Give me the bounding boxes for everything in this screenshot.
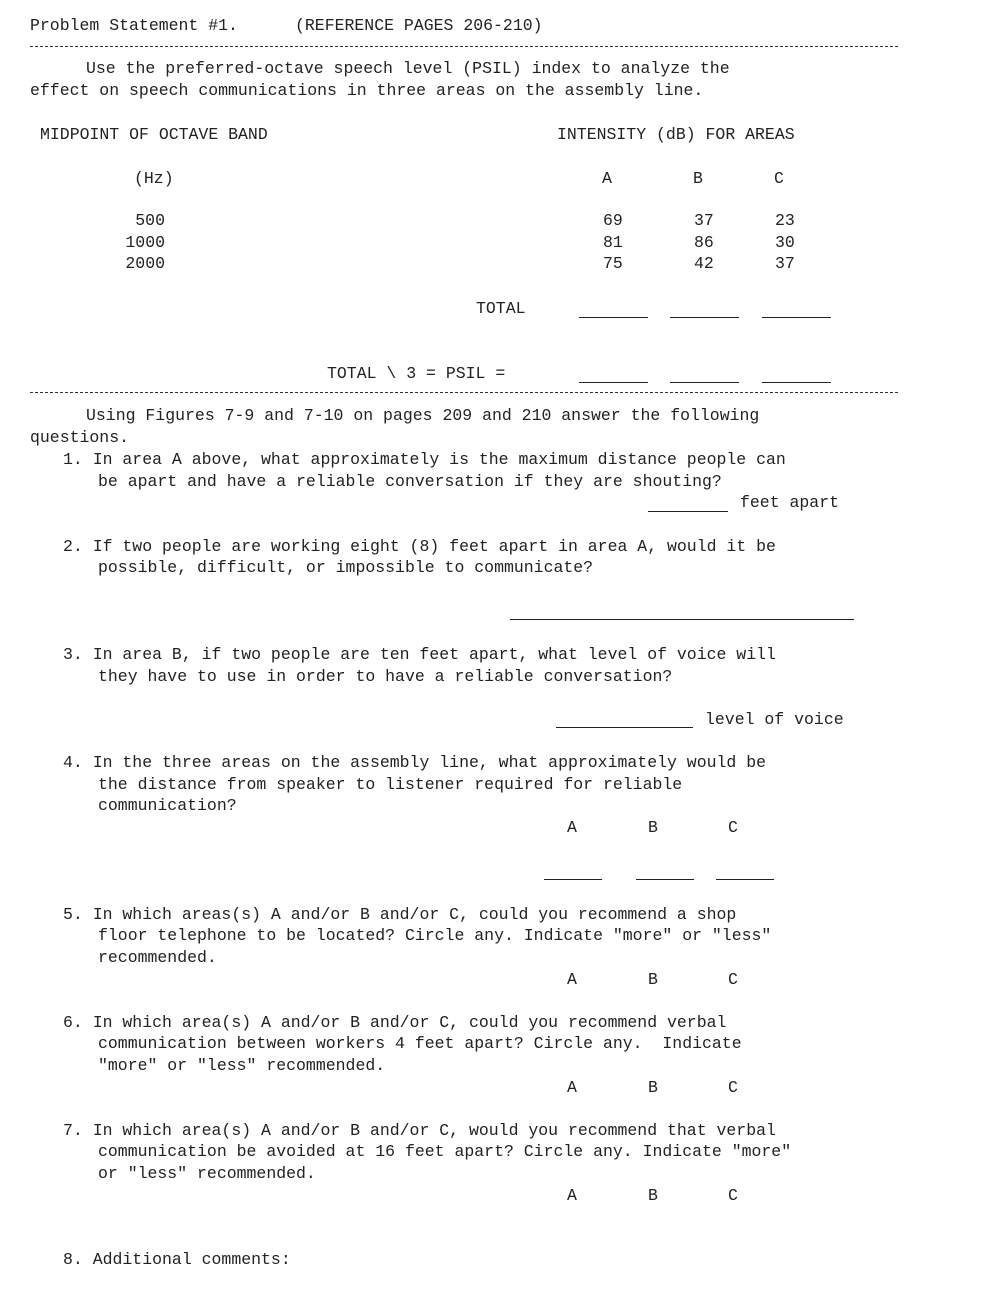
total-b-blank[interactable] (670, 317, 739, 318)
area-c-header: C (774, 169, 784, 188)
freq-2000: 2000 (125, 254, 165, 273)
q4-b-blank[interactable] (636, 879, 694, 880)
q5-choice-b[interactable]: B (648, 970, 658, 989)
q7-line-2: communication be avoided at 16 feet apart? Circle any. Indicate "more" (98, 1142, 792, 1161)
q6-line-3: "more" or "less" recommended. (98, 1056, 386, 1075)
total-label: TOTAL (476, 299, 526, 318)
intro-line-2: effect on speech communications in three areas on the assembly line. (30, 81, 704, 100)
q3-suffix: level of voice (705, 710, 844, 729)
freq-500: 500 (135, 211, 165, 230)
q2-answer-blank[interactable] (510, 619, 854, 620)
row-500-a: 69 (603, 211, 623, 230)
q6-choice-b[interactable]: B (648, 1078, 658, 1097)
q7-choice-a[interactable]: A (567, 1186, 577, 1205)
octave-band-header: MIDPOINT OF OCTAVE BAND (40, 125, 268, 144)
row-2000-c: 37 (775, 254, 795, 273)
row-2000-b: 42 (694, 254, 714, 273)
q7-choice-c[interactable]: C (728, 1186, 738, 1205)
q4-label-b: B (648, 818, 658, 837)
row-1000-a: 81 (603, 233, 623, 252)
q4-a-blank[interactable] (544, 879, 602, 880)
q1-line-1: 1. In area A above, what approximately is the maximum distance people can (63, 450, 786, 469)
intensity-header: INTENSITY (dB) FOR AREAS (557, 125, 795, 144)
q3-line-2: they have to use in order to have a reliable conversation? (98, 667, 673, 686)
freq-1000: 1000 (125, 233, 165, 252)
row-1000-c: 30 (775, 233, 795, 252)
q7-line-3: or "less" recommended. (98, 1164, 316, 1183)
q5-line-3: recommended. (98, 948, 217, 967)
q1-answer-blank[interactable] (648, 511, 728, 512)
q4-label-c: C (728, 818, 738, 837)
q6-choice-c[interactable]: C (728, 1078, 738, 1097)
q4-c-blank[interactable] (716, 879, 774, 880)
q2-line-1: 2. If two people are working eight (8) feet apart in area A, would it be (63, 537, 776, 556)
q8-line-1: 8. Additional comments: (63, 1250, 291, 1269)
total-c-blank[interactable] (762, 317, 831, 318)
reference-pages: (REFERENCE PAGES 206-210) (295, 16, 543, 35)
total-a-blank[interactable] (579, 317, 648, 318)
figures-intro-line-1: Using Figures 7-9 and 7-10 on pages 209 and 210 answer the following (86, 406, 760, 425)
q4-label-a: A (567, 818, 577, 837)
q4-line-3: communication? (98, 796, 237, 815)
q1-suffix: feet apart (740, 493, 840, 512)
psil-c-blank[interactable] (762, 382, 831, 383)
row-1000-b: 86 (694, 233, 714, 252)
q4-line-2: the distance from speaker to listener required for reliable (98, 775, 683, 794)
area-a-header: A (602, 169, 612, 188)
row-500-b: 37 (694, 211, 714, 230)
q1-line-2: be apart and have a reliable conversation if they are shouting? (98, 472, 722, 491)
q5-choice-a[interactable]: A (567, 970, 577, 989)
psil-label: TOTAL \ 3 = PSIL = (327, 364, 506, 383)
q3-line-1: 3. In area B, if two people are ten feet apart, what level of voice will (63, 645, 776, 664)
q6-choice-a[interactable]: A (567, 1078, 577, 1097)
area-b-header: B (693, 169, 703, 188)
psil-a-blank[interactable] (579, 382, 648, 383)
q5-line-1: 5. In which areas(s) A and/or B and/or C, could you recommend a shop (63, 905, 737, 924)
q5-line-2: floor telephone to be located? Circle any. Indicate "more" or "less" (98, 926, 772, 945)
hz-unit-label: (Hz) (134, 169, 174, 188)
q3-answer-blank[interactable] (556, 727, 693, 728)
q6-line-2: communication between workers 4 feet apart? Circle any. Indicate (98, 1034, 742, 1053)
q7-choice-b[interactable]: B (648, 1186, 658, 1205)
divider-top (30, 46, 898, 47)
figures-intro-line-2: questions. (30, 428, 130, 447)
intro-line-1: Use the preferred-octave speech level (PSIL) index to analyze the (86, 59, 730, 78)
psil-b-blank[interactable] (670, 382, 739, 383)
row-2000-a: 75 (603, 254, 623, 273)
q6-line-1: 6. In which area(s) A and/or B and/or C, could you recommend verbal (63, 1013, 727, 1032)
q5-choice-c[interactable]: C (728, 970, 738, 989)
row-500-c: 23 (775, 211, 795, 230)
q7-line-1: 7. In which area(s) A and/or B and/or C, would you recommend that verbal (63, 1121, 776, 1140)
problem-title: Problem Statement #1. (30, 16, 238, 35)
divider-middle (30, 392, 898, 393)
q4-line-1: 4. In the three areas on the assembly line, what approximately would be (63, 753, 767, 772)
q2-line-2: possible, difficult, or impossible to communicate? (98, 558, 594, 577)
